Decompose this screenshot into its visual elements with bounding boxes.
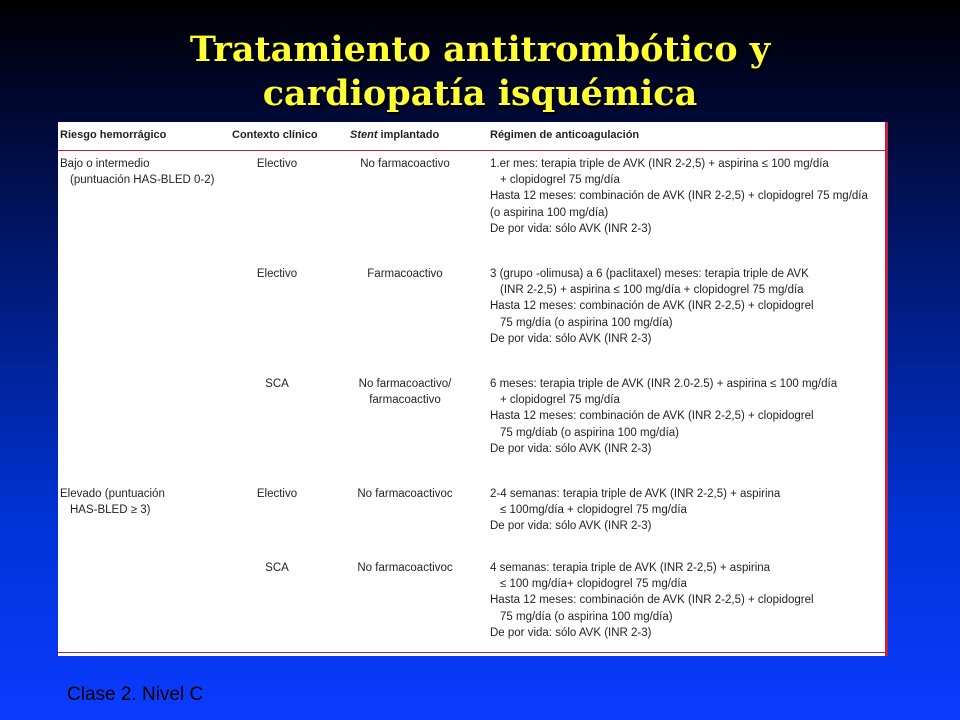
row-4-risk: [60, 486, 165, 518]
stent-line: No farmacoactivo: [360, 158, 450, 170]
risk-line: Bajo o intermedio: [60, 158, 150, 170]
regimen-line: 75 mg/día (o aspirina 100 mg/día): [500, 610, 673, 623]
row-4-regimen: [490, 486, 780, 535]
regimen-line: Hasta 12 meses: combinación de AVK (INR 2-2,5) + clopidogrel: [490, 594, 814, 607]
stent-line: No farmacoactivo/: [358, 378, 452, 390]
regimen-line: 4 semanas: terapia triple de AVK (INR 2-2,5) + aspirina: [490, 562, 771, 574]
regimen-line: De por vida: sólo AVK (INR 2-3): [490, 626, 652, 639]
row-1-regimen: [490, 156, 868, 237]
row-1-risk: [60, 156, 214, 188]
stent-line: No farmacoactivoc: [357, 488, 453, 500]
header-risk: Riesgo hemorrágico: [60, 129, 167, 141]
regimen-line: De por vida: sólo AVK (INR 2-3): [490, 442, 652, 455]
row-5-regimen: [490, 560, 814, 641]
regimen-line: 3 (grupo -olimusa) a 6 (paclitaxel) meses: terapia triple de AVK: [490, 268, 809, 280]
regimen-line: De por vida: sólo AVK (INR 2-3): [490, 332, 652, 345]
regimen-line: 1.er mes: terapia triple de AVK (INR 2-2,5) + aspirina ≤ 100 mg/día: [490, 158, 829, 170]
stent-line: Farmacoactivo: [367, 268, 443, 280]
header-stent-italic: Stent: [350, 129, 378, 141]
row-2-context: Electivo: [256, 268, 298, 280]
table-edge-rule: [885, 122, 888, 656]
row-2-stent: [330, 266, 480, 282]
header-stent-rest: implantado: [377, 129, 440, 141]
row-4-stent: [330, 486, 480, 502]
regimen-line: De por vida: sólo AVK (INR 2-3): [490, 520, 652, 533]
row-3-context: SCA: [265, 378, 289, 390]
regimen-line: ≤ 100mg/día + clopidogrel 75 mg/día: [500, 504, 687, 517]
regimen-line: Hasta 12 meses: combinación de AVK (INR 2-2,5) + clopidogrel: [490, 410, 814, 423]
regimen-line: Hasta 12 meses: combinación de AVK (INR 2-2,5) + clopidogrel 75 mg/día: [490, 190, 868, 203]
regimen-line: 75 mg/díab (o aspirina 100 mg/día): [500, 426, 679, 439]
regimen-line: + clopidogrel 75 mg/día: [500, 174, 620, 187]
regimen-line: (INR 2-2,5) + aspirina ≤ 100 mg/día + clopidogrel 75 mg/día: [500, 284, 804, 297]
anticoagulation-table: [58, 122, 888, 656]
row-1-stent: [330, 156, 480, 172]
header-context: Contexto clínico: [232, 129, 318, 141]
regimen-line: 75 mg/día (o aspirina 100 mg/día): [500, 316, 673, 329]
table-header: [58, 122, 885, 151]
row-3-regimen: [490, 376, 837, 457]
regimen-line: Hasta 12 meses: combinación de AVK (INR 2-2,5) + clopidogrel: [490, 300, 814, 313]
row-5-context: SCA: [265, 562, 289, 574]
risk-line: (puntuación HAS-BLED 0-2): [70, 174, 215, 187]
row-3-stent: [330, 376, 480, 408]
regimen-line: 2-4 semanas: terapia triple de AVK (INR 2-2,5) + aspirina: [490, 488, 781, 500]
regimen-line: 6 meses: terapia triple de AVK (INR 2.0-2.5) + aspirina ≤ 100 mg/día: [490, 378, 838, 390]
stent-line: No farmacoactivoc: [357, 562, 453, 574]
risk-line: HAS-BLED ≥ 3): [70, 504, 151, 517]
row-4-context: Electivo: [256, 488, 298, 500]
row-1-context: Electivo: [256, 158, 298, 170]
regimen-line: (o aspirina 100 mg/día): [490, 206, 609, 219]
evidence-level-footer: Clase 2. Nivel C: [67, 684, 204, 705]
row-2-regimen: [490, 266, 814, 347]
regimen-line: + clopidogrel 75 mg/día: [500, 394, 620, 407]
table-bottom-rule: [58, 652, 885, 653]
title-line-2: cardiopatía isquémica: [262, 73, 698, 114]
stent-line: farmacoactivo: [369, 394, 441, 407]
header-regimen: Régimen de anticoagulación: [490, 129, 640, 141]
regimen-line: ≤ 100 mg/día+ clopidogrel 75 mg/día: [500, 578, 687, 591]
header-stent: [350, 129, 439, 141]
risk-line: Elevado (puntuación: [60, 488, 165, 500]
slide-title: [0, 28, 960, 116]
title-line-1: Tratamiento antitrombótico y: [189, 29, 771, 70]
regimen-line: De por vida: sólo AVK (INR 2-3): [490, 222, 652, 235]
row-5-stent: [330, 560, 480, 576]
